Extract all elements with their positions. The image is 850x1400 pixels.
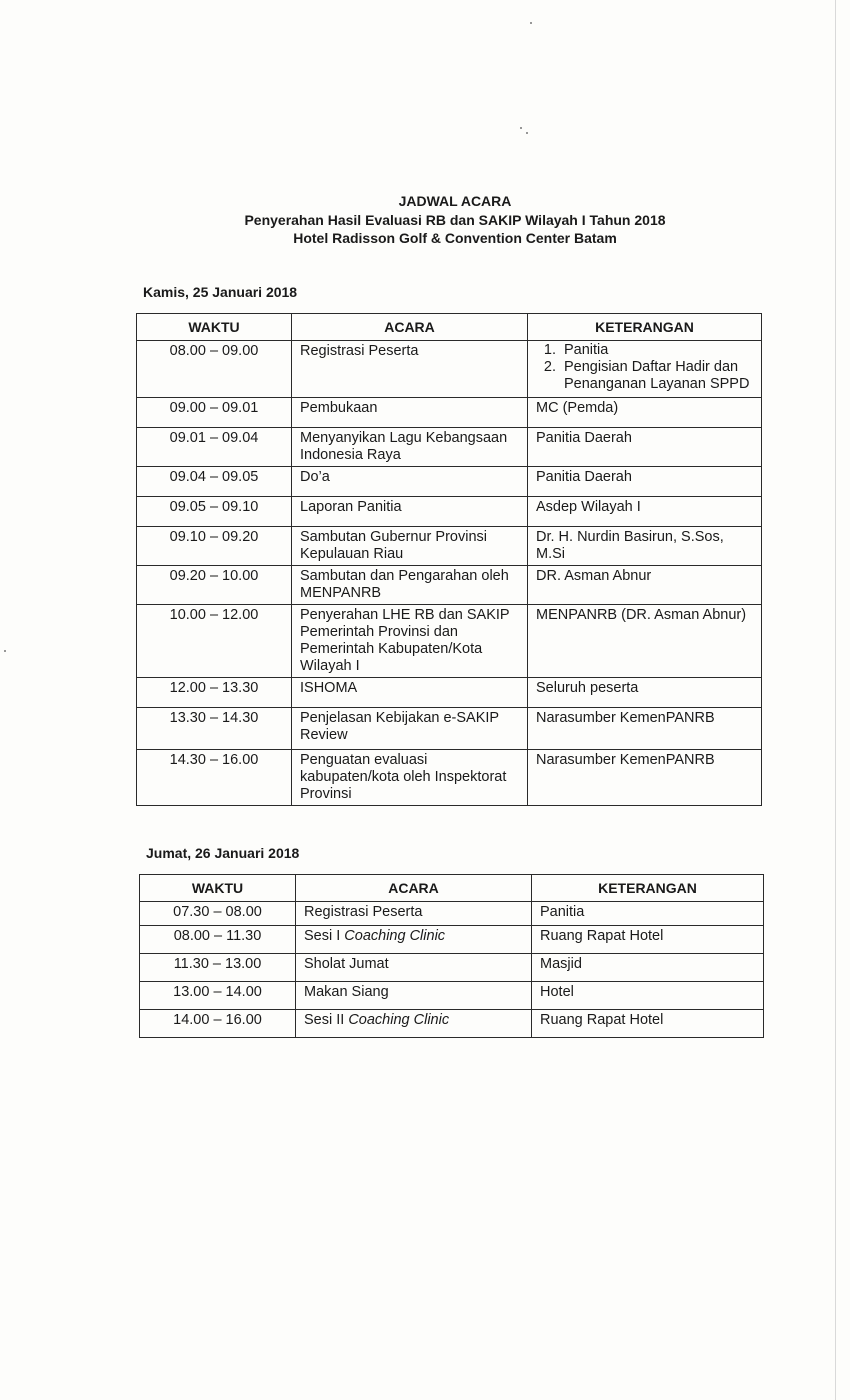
cell-acara: ISHOMA xyxy=(292,678,528,708)
column-header-acara: ACARA xyxy=(296,875,532,902)
table-row xyxy=(140,1010,764,1038)
cell-keterangan: Panitia xyxy=(532,902,764,926)
table-row xyxy=(137,678,762,708)
cell-keterangan: Panitia Daerah xyxy=(528,428,762,467)
column-header-waktu: WAKTU xyxy=(140,875,296,902)
cell-waktu: 11.30 – 13.00 xyxy=(140,954,296,982)
column-header-keterangan: KETERANGAN xyxy=(528,314,762,341)
cell-keterangan: Masjid xyxy=(532,954,764,982)
cell-acara xyxy=(296,982,532,1010)
document-subtitle: Penyerahan Hasil Evaluasi RB dan SAKIP Wilayah I Tahun 2018 xyxy=(244,212,666,228)
cell-keterangan: DR. Asman Abnur xyxy=(528,566,762,605)
column-header-keterangan: KETERANGAN xyxy=(532,875,764,902)
table-row xyxy=(137,341,762,398)
acara-italic-text: Coaching Clinic xyxy=(348,1012,450,1028)
cell-waktu: 09.05 – 09.10 xyxy=(137,497,292,527)
cell-waktu: 12.00 – 13.30 xyxy=(137,678,292,708)
cell-waktu: 13.30 – 14.30 xyxy=(137,708,292,750)
cell-keterangan xyxy=(528,341,762,398)
cell-waktu: 07.30 – 08.00 xyxy=(140,902,296,926)
cell-waktu: 09.04 – 09.05 xyxy=(137,467,292,497)
cell-keterangan: Narasumber KemenPANRB xyxy=(528,708,762,750)
acara-italic-text: Coaching Clinic xyxy=(344,928,446,944)
cell-waktu: 09.10 – 09.20 xyxy=(137,527,292,566)
cell-waktu: 10.00 – 12.00 xyxy=(137,605,292,678)
acara-text: Registrasi Peserta xyxy=(304,904,423,920)
table-row xyxy=(137,605,762,678)
table-row xyxy=(137,527,762,566)
table-row xyxy=(137,467,762,497)
cell-acara: Do’a xyxy=(292,467,528,497)
cell-acara xyxy=(296,926,532,954)
table-row xyxy=(137,750,762,806)
cell-acara: Penjelasan Kebijakan e-SAKIP Review xyxy=(292,708,528,750)
cell-acara: Pembukaan xyxy=(292,398,528,428)
column-header-waktu: WAKTU xyxy=(137,314,292,341)
cell-acara: Sambutan Gubernur Provinsi Kepulauan Riau xyxy=(292,527,528,566)
table-header-row xyxy=(137,314,762,341)
cell-keterangan: Dr. H. Nurdin Basirun, S.Sos, M.Si xyxy=(528,527,762,566)
table-row xyxy=(137,497,762,527)
acara-text: Sholat Jumat xyxy=(304,956,389,972)
cell-acara xyxy=(296,954,532,982)
table-row xyxy=(140,902,764,926)
day2-label: Jumat, 26 Januari 2018 xyxy=(146,845,300,861)
cell-keterangan: MC (Pemda) xyxy=(528,398,762,428)
table-row xyxy=(140,954,764,982)
table-header-row xyxy=(140,875,764,902)
acara-text: Sesi I xyxy=(304,928,345,944)
document-venue: Hotel Radisson Golf & Convention Center Batam xyxy=(293,230,617,246)
cell-keterangan: Panitia Daerah xyxy=(528,467,762,497)
cell-keterangan: Narasumber KemenPANRB xyxy=(528,750,762,806)
scan-speck xyxy=(520,127,522,129)
cell-keterangan: Hotel xyxy=(532,982,764,1010)
list-item: 2. Pengisian Daftar Hadir dan Penanganan Layanan SPPD xyxy=(560,359,753,393)
cell-waktu: 13.00 – 14.00 xyxy=(140,982,296,1010)
table-row xyxy=(137,566,762,605)
cell-keterangan: Ruang Rapat Hotel xyxy=(532,926,764,954)
document-title: JADWAL ACARA xyxy=(398,193,512,209)
table-row xyxy=(137,428,762,467)
cell-keterangan: Asdep Wilayah I xyxy=(528,497,762,527)
cell-acara: Menyanyikan Lagu Kebangsaan Indonesia Raya xyxy=(292,428,528,467)
document-header xyxy=(0,192,850,247)
scan-speck xyxy=(526,132,528,134)
cell-acara: Penyerahan LHE RB dan SAKIP Pemerintah Provinsi dan Pemerintah Kabupaten/Kota Wilayah I xyxy=(292,605,528,678)
cell-waktu: 09.00 – 09.01 xyxy=(137,398,292,428)
acara-text: Sesi II xyxy=(304,1012,349,1028)
cell-keterangan: Seluruh peserta xyxy=(528,678,762,708)
column-header-acara: ACARA xyxy=(292,314,528,341)
day1-label: Kamis, 25 Januari 2018 xyxy=(143,284,298,300)
acara-text: Makan Siang xyxy=(304,984,389,1000)
cell-waktu: 09.20 – 10.00 xyxy=(137,566,292,605)
table-row xyxy=(137,398,762,428)
cell-acara xyxy=(296,902,532,926)
cell-acara: Penguatan evaluasi kabupaten/kota oleh Inspektorat Provinsi xyxy=(292,750,528,806)
table-row xyxy=(140,982,764,1010)
list-item: 1. Panitia xyxy=(560,342,753,359)
table-row xyxy=(140,926,764,954)
keterangan-list xyxy=(536,342,753,393)
table-row xyxy=(137,708,762,750)
cell-waktu: 08.00 – 11.30 xyxy=(140,926,296,954)
scan-speck xyxy=(4,650,6,652)
cell-waktu: 09.01 – 09.04 xyxy=(137,428,292,467)
cell-waktu: 14.00 – 16.00 xyxy=(140,1010,296,1038)
cell-keterangan: Ruang Rapat Hotel xyxy=(532,1010,764,1038)
cell-acara: Laporan Panitia xyxy=(292,497,528,527)
day1-schedule-table xyxy=(136,313,762,806)
cell-keterangan: MENPANRB (DR. Asman Abnur) xyxy=(528,605,762,678)
day2-schedule-table xyxy=(139,874,764,1038)
cell-acara xyxy=(296,1010,532,1038)
cell-acara: Sambutan dan Pengarahan oleh MENPANRB xyxy=(292,566,528,605)
cell-waktu: 08.00 – 09.00 xyxy=(137,341,292,398)
scan-speck xyxy=(530,22,532,24)
cell-waktu: 14.30 – 16.00 xyxy=(137,750,292,806)
cell-acara: Registrasi Peserta xyxy=(292,341,528,398)
